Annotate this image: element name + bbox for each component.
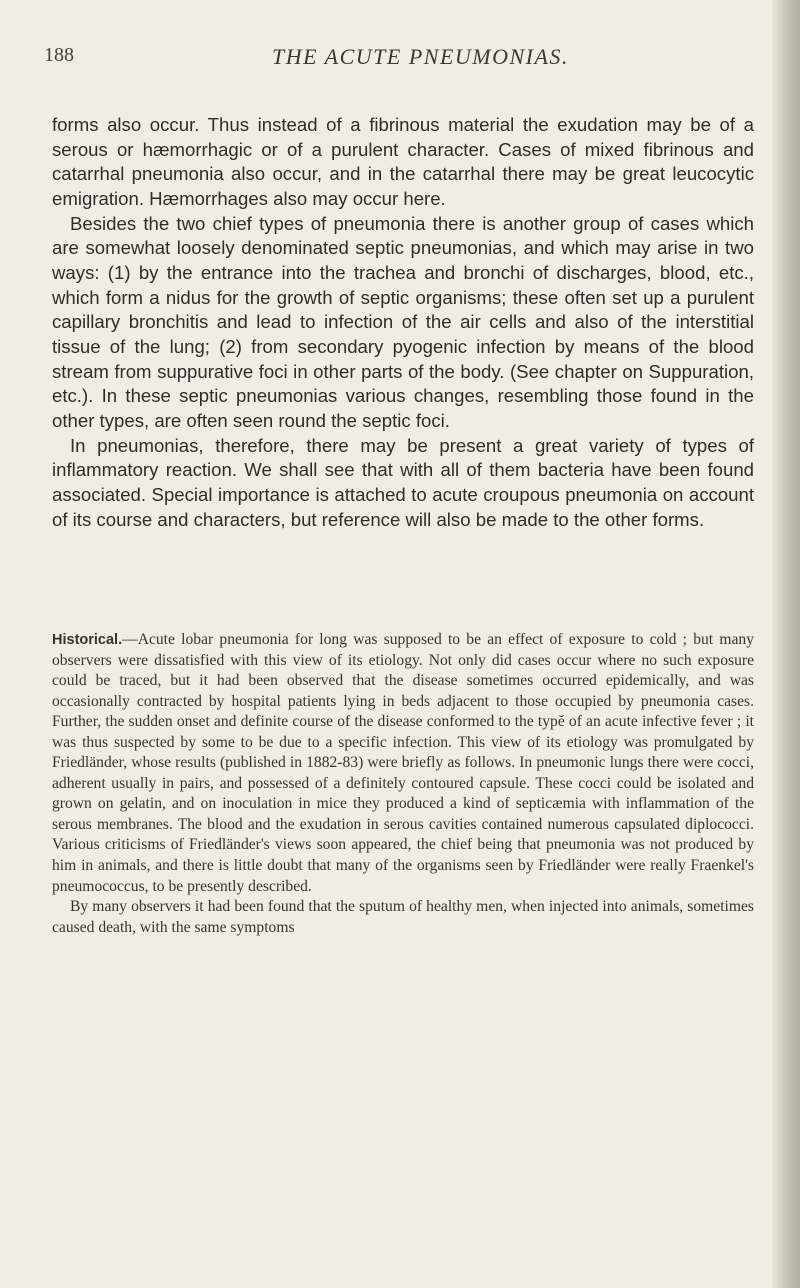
main-text [52,113,754,532]
page-edge-shadow [772,0,800,1288]
body-paragraph: In pneumonias, therefore, there may be present a great variety of types of inflammatory reaction. We shall see that with all of them bacteria have been found associated. Special importance is attached to acute croupous pneumonia on account of its course and characters, but reference will also be made to the other forms. [52,434,754,530]
body-paragraph: forms also occur. Thus instead of a fibrinous material the exudation may be of a serous or hæmorrhagic or of a purulent character. Cases of mixed fibrinous and catarrhal pneumonia also occur, and in the catarrhal there may be great leucocytic emigration. Hæmorrhages also may occur here. [52,114,754,209]
running-head: THE ACUTE PNEUMONIAS. [272,44,569,69]
page-header [44,44,744,74]
body-paragraph: Besides the two chief types of pneumonia there is another group of cases which are somewhat loosely denominated septic pneumonias, and which may arise in two ways: (1) by the entrance into the trachea and bronchi of discharges, blood, etc., which form a nidus for the growth of septic organisms; these often set up a purulent capillary bronchitis and lead to infection of the air cells and also of the interstitial tissue of the lung; (2) from secondary pyogenic infection by means of the blood stream from suppurative foci in other parts of the body. (See chapter on Suppuration, etc.). In these septic pneumonias various changes, resembling those found in the other types, are often seen round the septic foci. [52,212,754,431]
historical-heading: Historical. [52,632,123,648]
historical-section [52,630,754,938]
historical-text: —Acute lobar pneumonia for long was supposed to be an effect of exposure to cold ; but many observers were dissatisfied with this view of its etiology. Not only did cases occur where no such exposure could be traced, but it had been observed that the disease sometimes occurred epidemically, and was occasionally contracted by hospital patients lying in beds adjacent to those occupied by pneumonia cases. Further, the sudden onset and definite course of the disease conformed to the typĕ of an acute infective fever ; it was thus suspected by some to be due to a specific infection. This view of its etiology was promulgated by Friedländer, whose results (published in 1882-83) were briefly as follows. In pneumonic lungs there were cocci, adherent usually in pairs, and possessed of a definitely contoured capsule. These cocci could be isolated and grown on gelatin, and on inoculation in mice they produced a kind of septicæmia with inflammation of the serous membranes. The blood and the exudation in serous cavities contained numerous capsulated diplococci. Various criticisms of Friedländer's views soon appeared, the chief being that pneumonia was not produced by him in animals, and there is little doubt that many of the organisms seen by Friedländer were really Fraenkel's pneumococcus, to be presently described. [52,631,754,895]
historical-paragraph [52,630,754,897]
page-number: 188 [44,44,74,66]
historical-paragraph-2: By many observers it had been found that the sputum of healthy men, when injected into animals, sometimes caused death, with the same symptoms [52,898,754,936]
